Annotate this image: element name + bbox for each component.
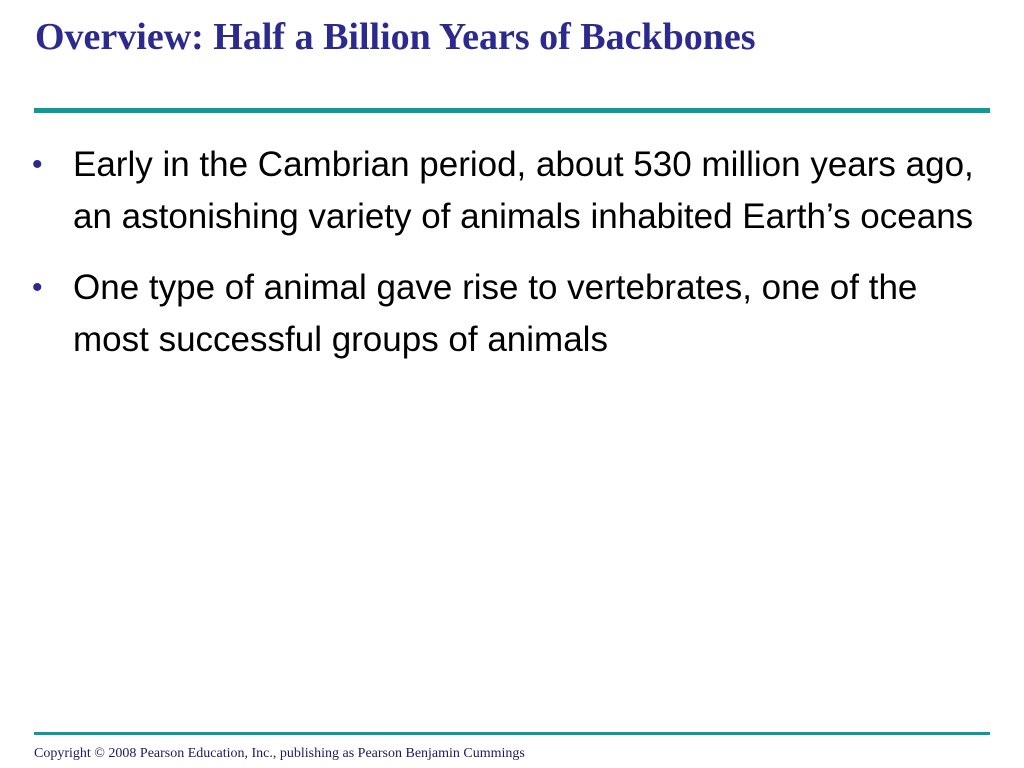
slide-title: Overview: Half a Billion Years of Backbones <box>35 16 756 58</box>
bullet-marker-icon: • <box>32 148 43 181</box>
bullet-text: One type of animal gave rise to vertebrates, one of the most successful groups of animals <box>73 268 918 359</box>
bullet-text: Early in the Cambrian period, about 530 million years ago, an astonishing variety of animals inhabited Earth’s oceans <box>73 145 974 236</box>
footer-divider-line <box>34 732 990 735</box>
bullet-item-cambrian <box>32 139 982 243</box>
title-divider-line <box>34 108 990 113</box>
bullet-marker-icon: • <box>32 271 43 304</box>
bullet-item-vertebrates <box>32 262 982 366</box>
copyright-footer: Copyright © 2008 Pearson Education, Inc., publishing as Pearson Benjamin Cummings <box>34 746 525 761</box>
bullet-list <box>32 139 982 385</box>
